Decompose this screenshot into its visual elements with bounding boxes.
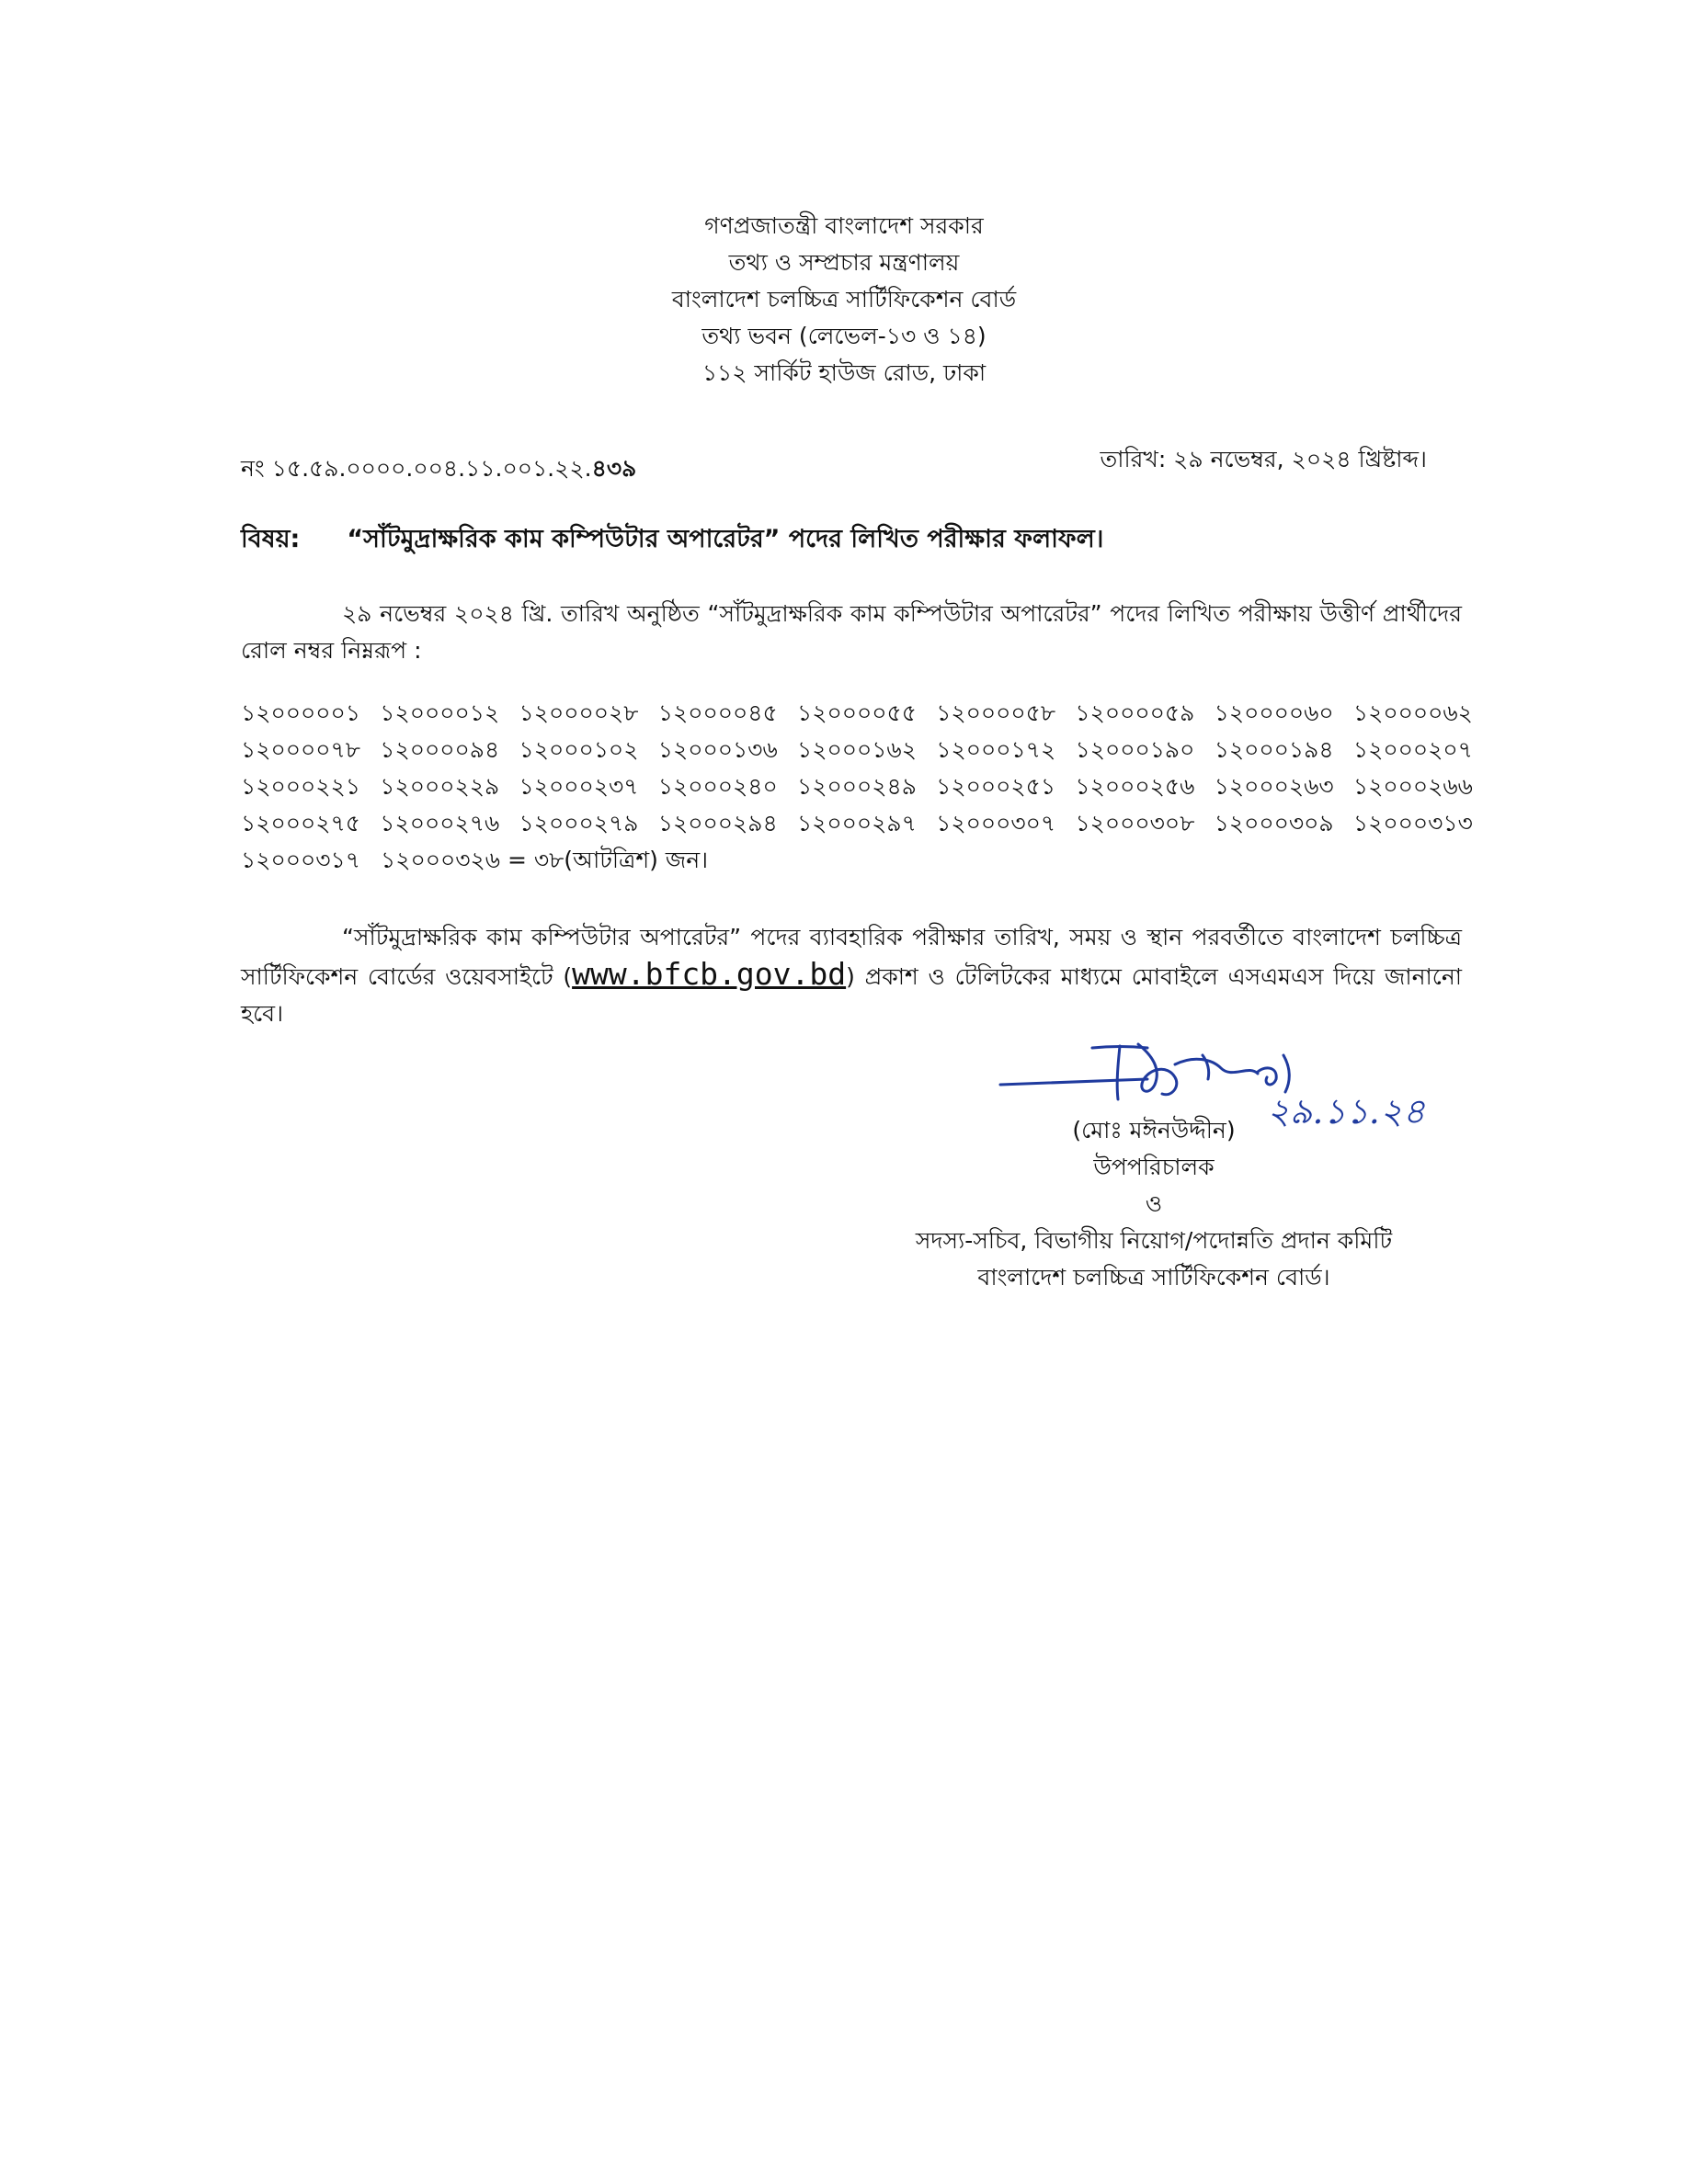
- roll-number: ১২০০০২৯৪: [657, 810, 778, 836]
- signatory-organization: বাংলাদেশ চলচ্চিত্র সার্টিফিকেশন বোর্ড।: [977, 1264, 1330, 1291]
- roll-number: ১২০০০২৬৬: [1352, 773, 1473, 800]
- roll-number: ১২০০০১৯৪: [1214, 736, 1334, 763]
- subject-text: “সাঁটমুদ্রাক্ষরিক কাম কম্পিউটার অপারেটর” পদের লিখিত পরীক্ষার ফলাফল।: [347, 525, 1104, 553]
- website-link[interactable]: www.bfcb.gov.bd: [572, 956, 847, 992]
- roll-number: ১২০০০০৫৫: [796, 700, 917, 726]
- roll-number: ১২০০০২৫৬: [1075, 773, 1195, 800]
- memo-number: [241, 450, 636, 490]
- practical-exam-paragraph: [241, 919, 1462, 1032]
- roll-number: ১২০০০৩০৮: [1075, 810, 1195, 836]
- signatory-block: [791, 1112, 1517, 1296]
- signatory-role: সদস্য-সচিব, বিভাগীয় নিয়োগ/পদোন্নতি প্রদান কমিটি: [915, 1227, 1393, 1254]
- roll-row: [241, 805, 1473, 842]
- roll-number: ১২০০০০৬০: [1214, 700, 1334, 726]
- roll-number: ১২০০০০০১: [241, 700, 360, 726]
- roll-number: ১২০০০০৫৯: [1075, 700, 1195, 726]
- signatory-conjunction: ও: [1145, 1190, 1163, 1217]
- roll-number: ১২০০০২৪৯: [796, 773, 917, 800]
- roll-row: [241, 768, 1473, 805]
- practical-exam-text: “সাঁটমুদ্রাক্ষরিক কাম কম্পিউটার অপারেটর” পদের ব্যাবহারিক পরীক্ষার তারিখ, সময় ও স্থান পরবর্তীতে বাংলাদেশ চলচ্চিত্র সার্টিফিকেশন বোর্ডের ওয়েবসাইটে (: [241, 924, 1462, 990]
- signature-date: ২৯.১১.২৪: [1267, 1091, 1426, 1132]
- roll-row: [241, 732, 1473, 768]
- roll-number-total: ১২০০০৩২৬ = ৩৮(আটত্রিশ) জন।: [380, 847, 709, 873]
- roll-number-list: [241, 695, 1473, 879]
- roll-number: ১২০০০৩০৭: [936, 810, 1056, 836]
- roll-number: ১২০০০২৭৫: [241, 810, 360, 836]
- roll-number: ১২০০০২৯৭: [796, 810, 917, 836]
- roll-number: ১২০০০৩১৭: [241, 847, 360, 873]
- roll-number: ১২০০০১৩৬: [657, 736, 778, 763]
- letterhead-building: তথ্য ভবন (লেভেল-১৩ ও ১৪): [701, 323, 987, 349]
- roll-number: ১২০০০১৭২: [936, 736, 1056, 763]
- letter-date: তারিখ: ২৯ নভেম্বর, ২০২৪ খ্রিষ্টাব্দ।: [1100, 446, 1427, 472]
- roll-number: ১২০০০০৫৮: [936, 700, 1056, 726]
- roll-number: ১২০০০২০৭: [1352, 736, 1473, 763]
- letterhead-ministry: তথ্য ও সম্প্রচার মন্ত্রণালয়: [728, 249, 960, 276]
- roll-number: ১২০০০০৯৪: [380, 736, 500, 763]
- letterhead-government: গণপ্রজাতন্ত্রী বাংলাদেশ সরকার: [704, 212, 984, 239]
- roll-number: ১২০০০২৭৬: [380, 810, 500, 836]
- roll-number: ১২০০০০৭৮: [241, 736, 360, 763]
- letterhead-board: বাংলাদেশ চলচ্চিত্র সার্টিফিকেশন বোর্ড: [671, 286, 1017, 313]
- roll-number: ১২০০০৩১৩: [1352, 810, 1473, 836]
- practical-exam-text-end: ) প্রকাশ ও টেলিটকের মাধ্যমে মোবাইলে এসএমএস দিয়ে জানানো হবে।: [241, 963, 1462, 1027]
- intro-paragraph: ২৯ নভেম্বর ২০২৪ খ্রি. তারিখ অনুষ্ঠিত “সাঁটমুদ্রাক্ষরিক কাম কম্পিউটার অপারেটর” পদের লিখিত পরীক্ষায় উত্তীর্ণ প্রার্থীদের রোল নম্বর নিম্নরূপ :: [241, 600, 1462, 664]
- roll-number: ১২০০০১৬২: [796, 736, 917, 763]
- roll-number: ১২০০০২৫১: [936, 773, 1056, 800]
- roll-number: ১২০০০২২১: [241, 773, 360, 800]
- roll-number: ১২০০০০২৮: [519, 700, 639, 726]
- roll-number: ১২০০০২৪০: [657, 773, 778, 800]
- roll-row-total: [241, 842, 1473, 879]
- roll-number: ১২০০০৩০৯: [1214, 810, 1334, 836]
- memo-number-serial: ৪৩৯: [591, 455, 637, 482]
- roll-number: ১২০০০২৩৭: [519, 773, 639, 800]
- letterhead-address: ১১২ সার্কিট হাউজ রোড, ঢাকা: [701, 359, 987, 386]
- roll-number: ১২০০০২২৯: [380, 773, 500, 800]
- roll-number: ১২০০০০১২: [380, 700, 500, 726]
- roll-number: ১২০০০১০২: [519, 736, 639, 763]
- roll-number: ১২০০০০৬২: [1352, 700, 1473, 726]
- memo-number-prefix: নং ১৫.৫৯.০০০০.০০৪.১১.০০১.২২.: [241, 455, 592, 482]
- roll-number: ১২০০০২৭৯: [519, 810, 639, 836]
- subject-line: [241, 520, 1103, 562]
- roll-number: ১২০০০০৪৫: [657, 700, 778, 726]
- roll-number: ১২০০০২৬৩: [1214, 773, 1334, 800]
- signatory-designation: উপপরিচালক: [1093, 1154, 1215, 1180]
- roll-row: [241, 695, 1473, 732]
- roll-number: ১২০০০১৯০: [1075, 736, 1195, 763]
- subject-label: বিষয়:: [241, 525, 301, 553]
- signatory-name: (মোঃ মঈনউদ্দীন): [1072, 1117, 1236, 1143]
- letterhead: [460, 208, 1228, 392]
